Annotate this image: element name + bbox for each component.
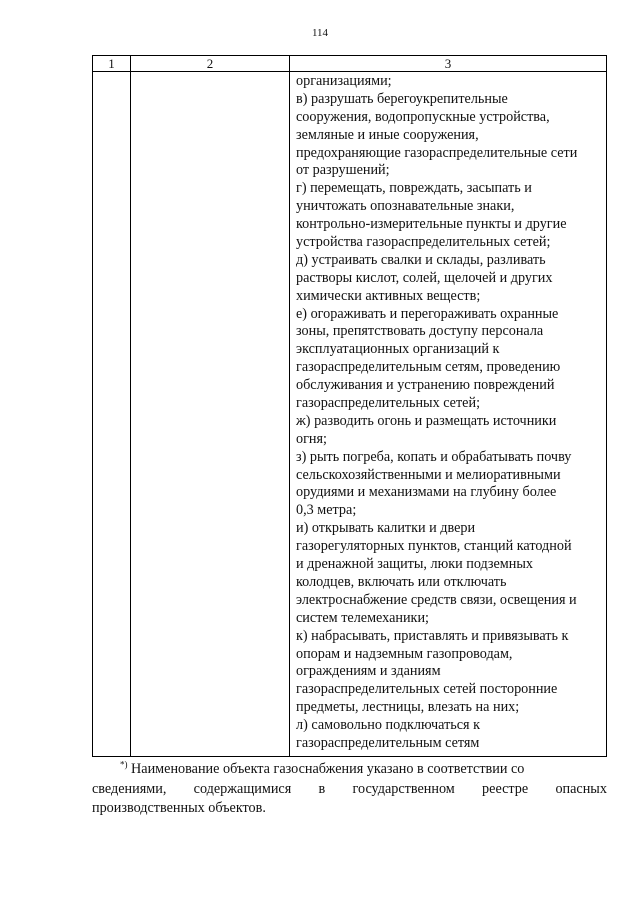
list-line: сооружения, водопропускные устройства, (296, 108, 550, 125)
list-line: растворы кислот, солей, щелочей и других (296, 269, 553, 286)
list-line: эксплуатационных организаций к (296, 341, 500, 358)
list-line: предохраняющие газораспределительные сети (296, 144, 578, 161)
requirements-table (92, 55, 607, 757)
list-line: огня; (296, 430, 327, 447)
footnote-text-1: Наименование объекта газоснабжения указано в соответствии со (131, 761, 525, 777)
column-header-2: 2 (131, 56, 290, 72)
footnote-line-1 (92, 760, 607, 780)
list-line: з) рыть погреба, копать и обрабатывать почву (296, 448, 572, 465)
list-line: и) открывать калитки и двери (296, 520, 476, 537)
table-header-row (93, 56, 607, 72)
list-line: ж) разводить огонь и размещать источники (296, 412, 557, 429)
list-line: газораспределительным сетям (296, 734, 480, 751)
footnote-line-2 (92, 780, 607, 800)
list-line: зоны, препятствовать доступу персонала (296, 323, 544, 340)
footnote-word: в (318, 780, 326, 797)
footnote-word: сведениями, (92, 780, 167, 797)
footnote-line-3: производственных объектов. (92, 800, 266, 816)
list-line: газораспределительных сетей; (296, 395, 481, 412)
list-line: электроснабжение средств связи, освещения и (296, 591, 577, 608)
footnote-marker: *) (120, 759, 128, 770)
list-line: предметы, лестницы, влезать на них; (296, 699, 520, 716)
table-row (93, 72, 607, 757)
list-line: и дренажной защиты, люки подземных (296, 556, 533, 573)
list-line: колодцев, включать или отключать (296, 573, 507, 590)
footnote-word: реестре (482, 780, 529, 797)
column-header-3: 3 (290, 56, 607, 72)
list-line: химически активных веществ; (296, 287, 481, 304)
footnote-word: содержащимися (193, 780, 292, 797)
list-line: уничтожать опознавательные знаки, (296, 198, 515, 215)
footnote-word: опасных (555, 780, 607, 797)
list-line: систем телемеханики; (296, 609, 429, 626)
list-line: в) разрушать берегоукрепительные (296, 90, 508, 107)
list-line: обслуживания и устранению повреждений (296, 377, 555, 394)
list-line: газораспределительных сетей посторонние (296, 681, 558, 698)
list-line: к) набрасывать, приставлять и привязывать к (296, 627, 569, 644)
list-line: д) устраивать свалки и склады, разливать (296, 251, 546, 268)
page-number: 114 (311, 27, 329, 39)
table-cell-col3 (290, 72, 607, 757)
list-line: от разрушений; (296, 162, 390, 179)
list-line: 0,3 метра; (296, 502, 357, 519)
list-line: опорам и надземным газопроводам, (296, 645, 513, 662)
list-line: ограждениям и зданиям (296, 663, 441, 680)
column-header-1: 1 (93, 56, 131, 72)
list-line: орудиями и механизмами на глубину более (296, 484, 557, 501)
list-line: организациями; (296, 73, 392, 89)
footnote (92, 760, 607, 819)
list-line: земляные и иные сооружения, (296, 126, 479, 143)
list-line: г) перемещать, повреждать, засыпать и (296, 180, 532, 197)
prohibitions-list (290, 72, 606, 756)
table-cell-col1 (93, 72, 131, 757)
list-line: газорегуляторных пунктов, станций катодной (296, 538, 572, 555)
list-line: е) огораживать и перегораживать охранные (296, 305, 559, 322)
table-cell-col2 (131, 72, 290, 757)
list-line: газораспределительным сетям, проведению (296, 359, 561, 376)
footnote-word: государственном (352, 780, 455, 797)
list-line: сельскохозяйственными и мелиоративными (296, 466, 561, 483)
list-line: л) самовольно подключаться к (296, 717, 481, 734)
list-line: контрольно-измерительные пункты и другие (296, 216, 567, 233)
list-line: устройства газораспределительных сетей; (296, 234, 551, 251)
